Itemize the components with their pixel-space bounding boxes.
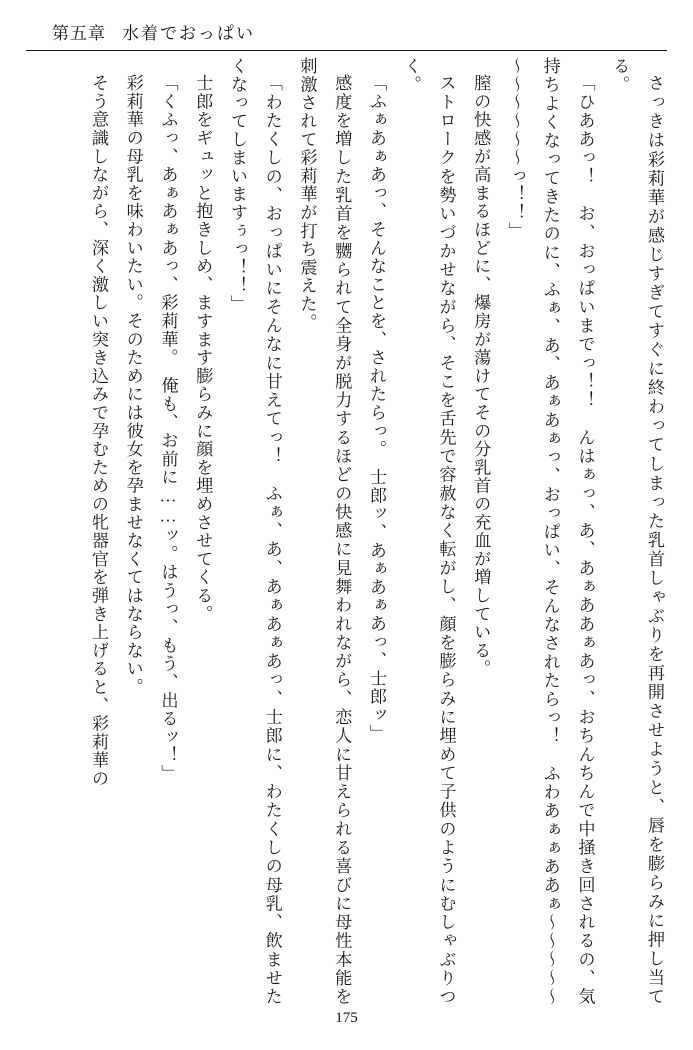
header-divider	[26, 50, 667, 51]
body-text-area	[22, 57, 671, 1006]
paragraph: 「ひああっ！ お、おっぱいまでっ！！ んはぁっ、あ、あぁああぁあっ、おちんちんで中掻き回されるの、気持ちよくなってきたのに、ふぁ、あ、あぁあぁっ、おっぱい、そんなされたらっ！ ふわあぁぁああぁ～～～～～～～～～～～っ！！」	[506, 57, 595, 1006]
paragraph: ストロークを勢いづかせながら、そこを舌先で容赦なく転がし、顔を膨らみに埋めて子供のようにむしゃぶりつく。	[401, 57, 456, 1006]
page-footer	[22, 1006, 671, 1040]
paragraph: さっきは彩莉華が感じすぎてすぐに終わってしまった乳首しゃぶりを再開させようと、唇を膨らみに押し当てる。	[610, 57, 664, 1006]
page-number: 175	[335, 1010, 358, 1026]
paragraph: 感度を増した乳首を嬲られて全身が脱力するほどの快感に見舞われながら、恋人に甘えられる喜びに母性本能を刺激されて彩莉華が打ち震えた。	[297, 57, 352, 1006]
paragraph: 彩莉華の母乳を味わいたい。そのためには彼女を孕ませなくてはならない。	[123, 74, 143, 697]
chapter-number: 第五章	[52, 23, 106, 43]
paragraph: 士郎をギュッと抱きしめ、ますます膨らみに顔を埋めさせてくる。	[193, 74, 213, 624]
paragraph: 「ふぁあぁあっ、そんなことを、されたらっ。 士郎ッ、あぁあぁあっ、士郎ッ」	[367, 74, 386, 743]
chapter-title: 水着でおっぱい	[122, 23, 255, 43]
paragraph: 膣の快感が高まるほどに、爆房が蕩けてその分乳首の充血が増している。	[471, 74, 491, 679]
vertical-text-block	[22, 57, 671, 1006]
paragraph: 「くふっ、あぁあぁあっ、彩莉華。 俺も、お前に……ッ。はうっ、もう、出るッ！」	[158, 74, 178, 783]
page-header	[22, 14, 671, 48]
paragraph: 「わたくしの、おっぱいにそんなに甘えてっ！ ふぁ、あ、あぁあぁあっ、士郎に、わたくしの母乳、飲ませたくなってしまいますぅっ！！」	[228, 57, 282, 1006]
paragraph: そう意識しながら、深く激しい突き込みで孕むための牝器官を弾き上げると、彩莉華の	[89, 74, 108, 788]
